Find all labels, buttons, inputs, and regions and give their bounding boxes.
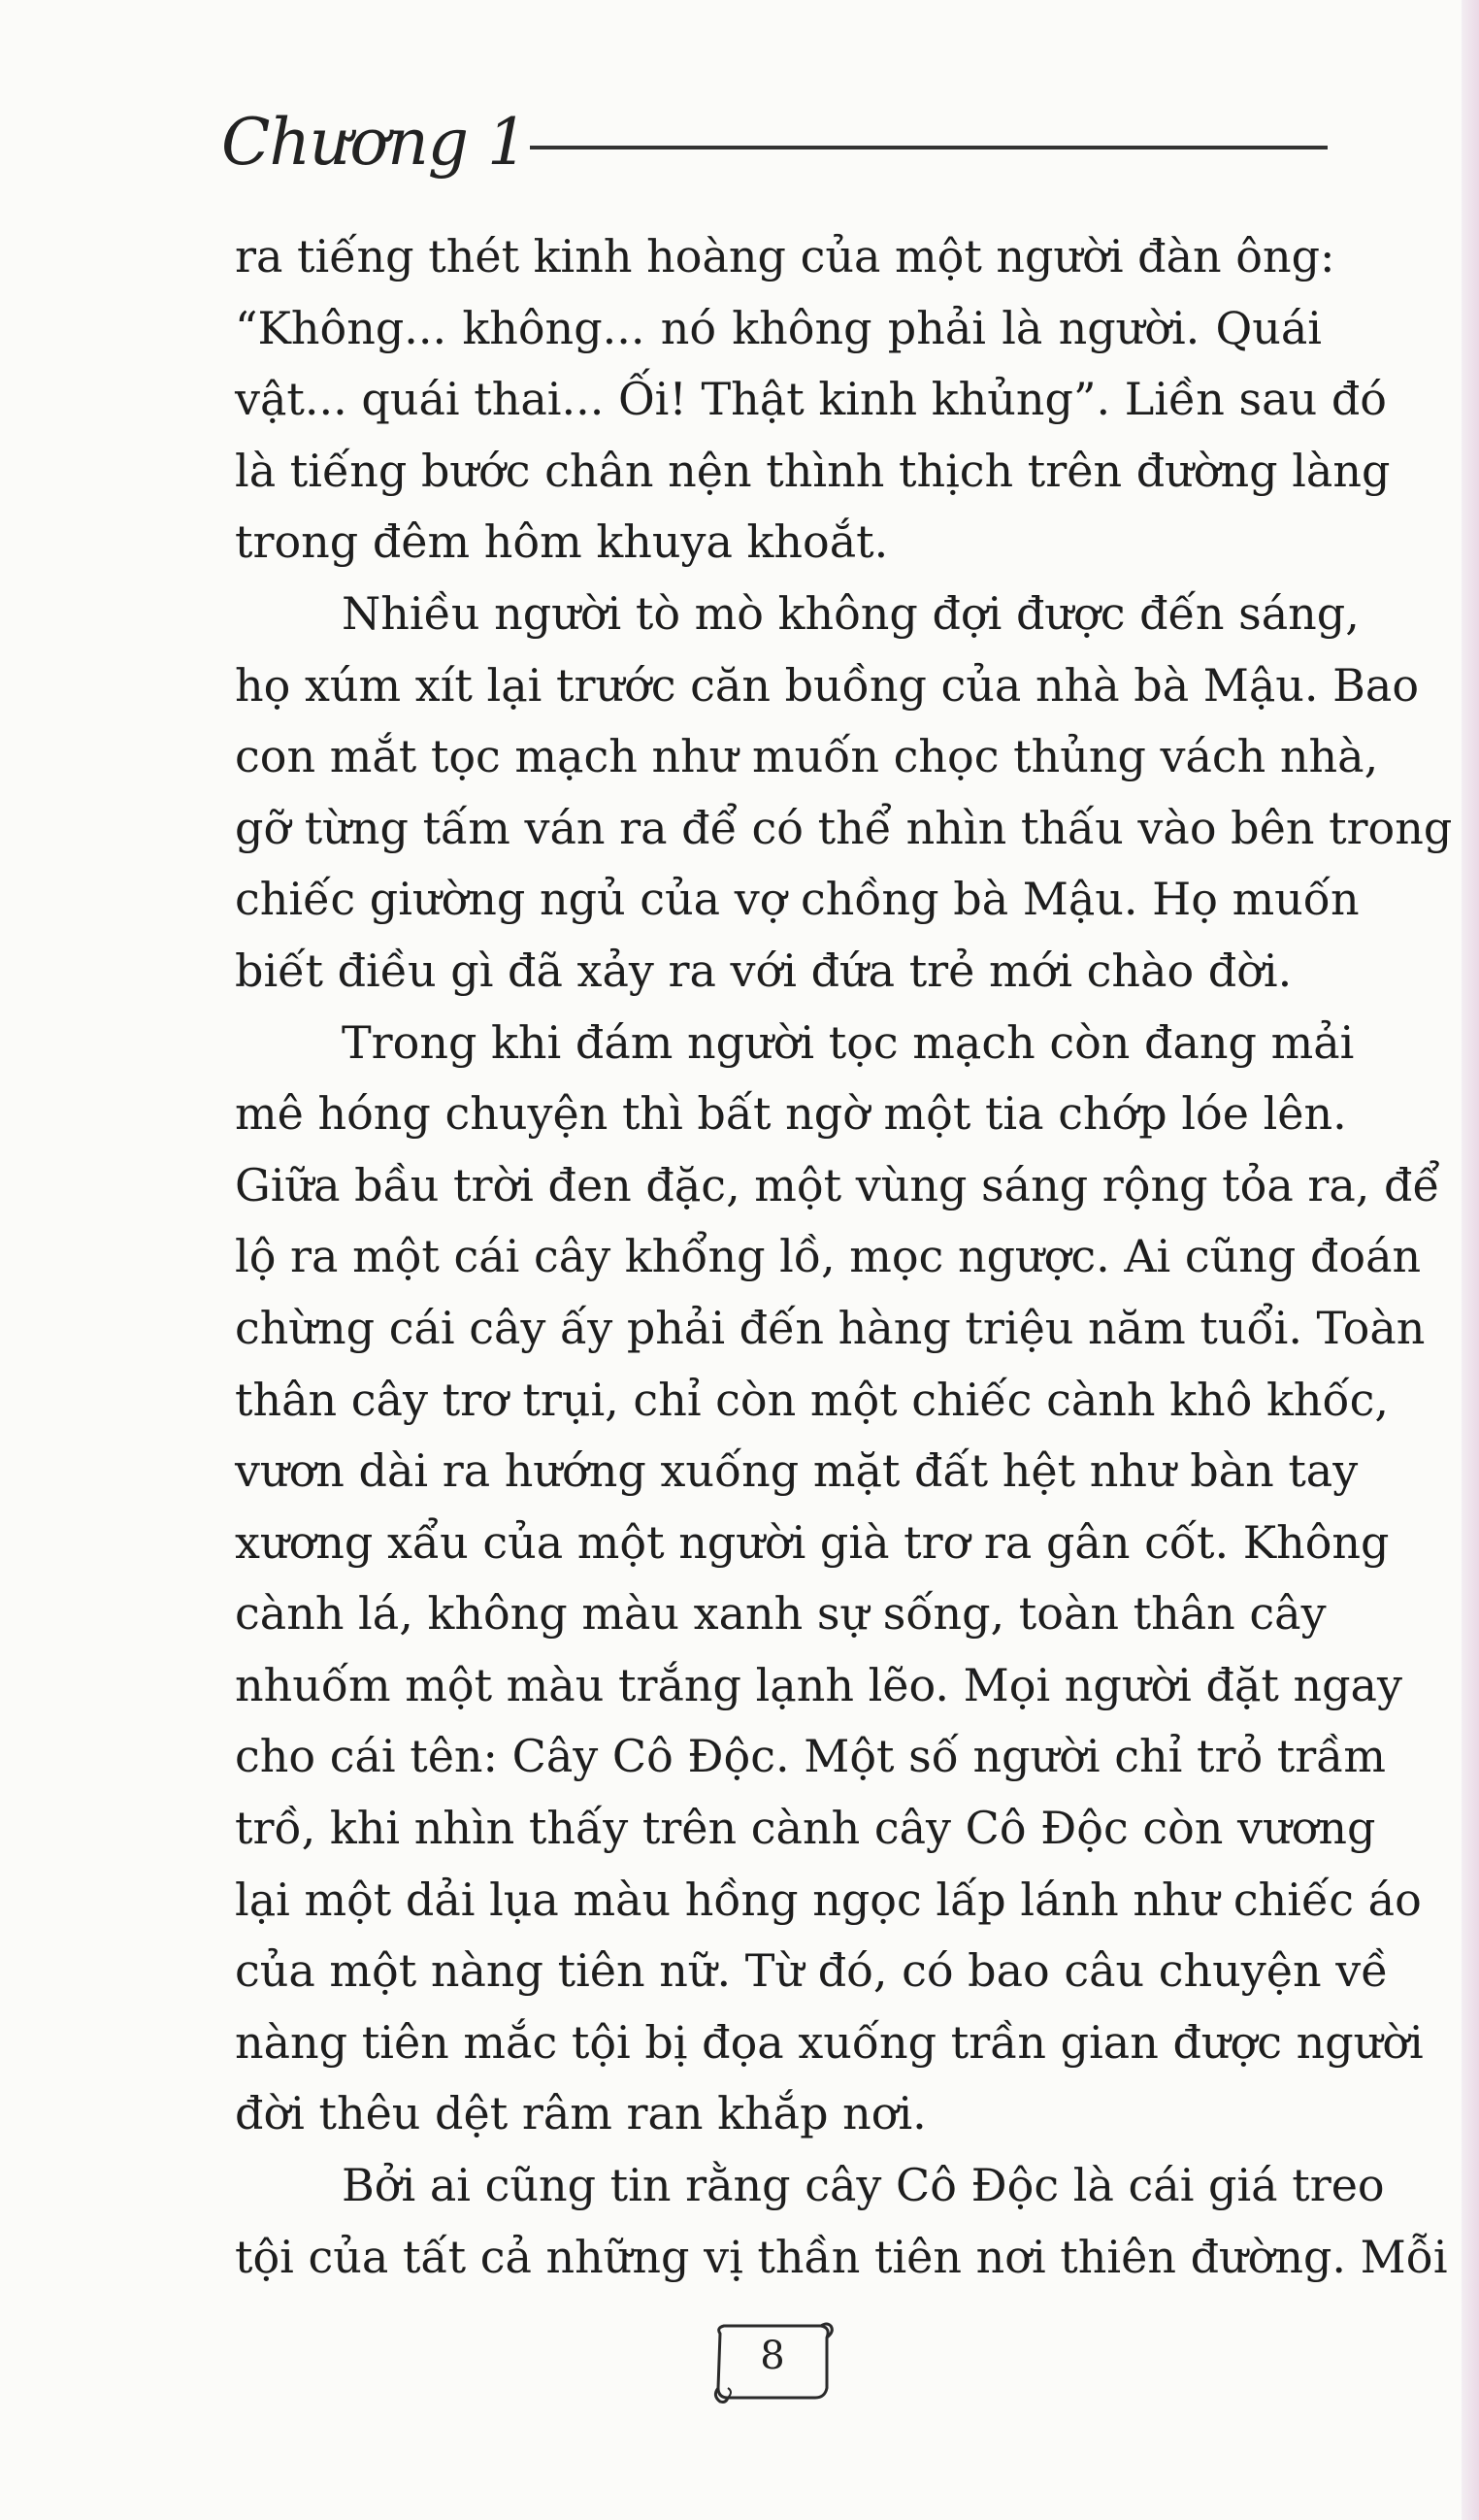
text-line: trong đêm hôm khuya khoắt. (235, 515, 889, 569)
text-line: thân cây trơ trụi, chỉ còn một chiếc cành khô khốc, (235, 1373, 1389, 1426)
text-line: nhuốm một màu trắng lạnh lẽo. Mọi người đặt ngay (235, 1658, 1402, 1711)
text-line: Trong khi đám người tọc mạch còn đang mải (342, 1015, 1355, 1069)
text-line: cành lá, không màu xanh sự sống, toàn thân cây (235, 1587, 1327, 1641)
body-text (235, 221, 1453, 2293)
text-line: cho cái tên: Cây Cô Độc. Một số người chỉ trỏ trầm (235, 1730, 1387, 1783)
text-line: đời thêu dệt râm ran khắp nơi. (235, 2087, 927, 2140)
text-line: vươn dài ra hướng xuống mặt đất hệt như bàn tay (235, 1444, 1359, 1498)
chapter-title: Chương 1 (221, 105, 527, 180)
chapter-header (221, 105, 1328, 182)
text-line: ra tiếng thét kinh hoàng của một người đàn ông: (235, 230, 1335, 282)
text-line: tội của tất cả những vị thần tiên nơi thiên đường. Mỗi (235, 2230, 1448, 2283)
text-line: Giữa bầu trời đen đặc, một vùng sáng rộng tỏa ra, để (235, 1158, 1440, 1211)
text-line: chừng cái cây ấy phải đến hàng triệu năm tuổi. Toàn (235, 1301, 1426, 1354)
text-line: Nhiều người tò mò không đợi được đến sáng, (342, 586, 1360, 640)
text-line: con mắt tọc mạch như muốn chọc thủng vách nhà, (235, 730, 1379, 783)
text-line: chiếc giường ngủ của vợ chồng bà Mậu. Họ muốn (235, 873, 1360, 926)
text-line: trồ, khi nhìn thấy trên cành cây Cô Độc còn vương (235, 1802, 1376, 1855)
header-rule (530, 146, 1328, 149)
text-line: lộ ra một cái cây khổng lồ, mọc ngược. Ai cũng đoán (235, 1230, 1422, 1283)
text-line: là tiếng bước chân nện thình thịch trên đường làng (235, 444, 1391, 497)
text-line: của một nàng tiên nữ. Từ đó, có bao câu chuyện về (235, 1944, 1389, 1998)
text-line: họ xúm xít lại trước căn buồng của nhà bà Mậu. Bao (235, 658, 1420, 712)
page-edge (1462, 0, 1479, 2520)
page-number: 8 (760, 2334, 785, 2378)
text-line: vật... quái thai... Ối! Thật kinh khủng”. Liền sau đó (235, 373, 1387, 426)
page-footer (707, 2320, 842, 2407)
text-line: mê hóng chuyện thì bất ngờ một tia chớp lóe lên. (235, 1087, 1347, 1141)
text-line: “Không... không... nó không phải là người. Quái (235, 301, 1322, 354)
text-line: biết điều gì đã xảy ra với đứa trẻ mới chào đời. (235, 944, 1293, 997)
text-line: gỡ từng tấm ván ra để có thể nhìn thấu vào bên trong (235, 801, 1453, 854)
text-line: lại một dải lụa màu hồng ngọc lấp lánh như chiếc áo (235, 1873, 1422, 1926)
text-line: Bởi ai cũng tin rằng cây Cô Độc là cái giá treo (342, 2159, 1385, 2212)
text-line: nàng tiên mắc tội bị đọa xuống trần gian được người (235, 2015, 1424, 2069)
text-line: xương xẩu của một người già trơ ra gân cốt. Không (235, 1515, 1390, 1569)
